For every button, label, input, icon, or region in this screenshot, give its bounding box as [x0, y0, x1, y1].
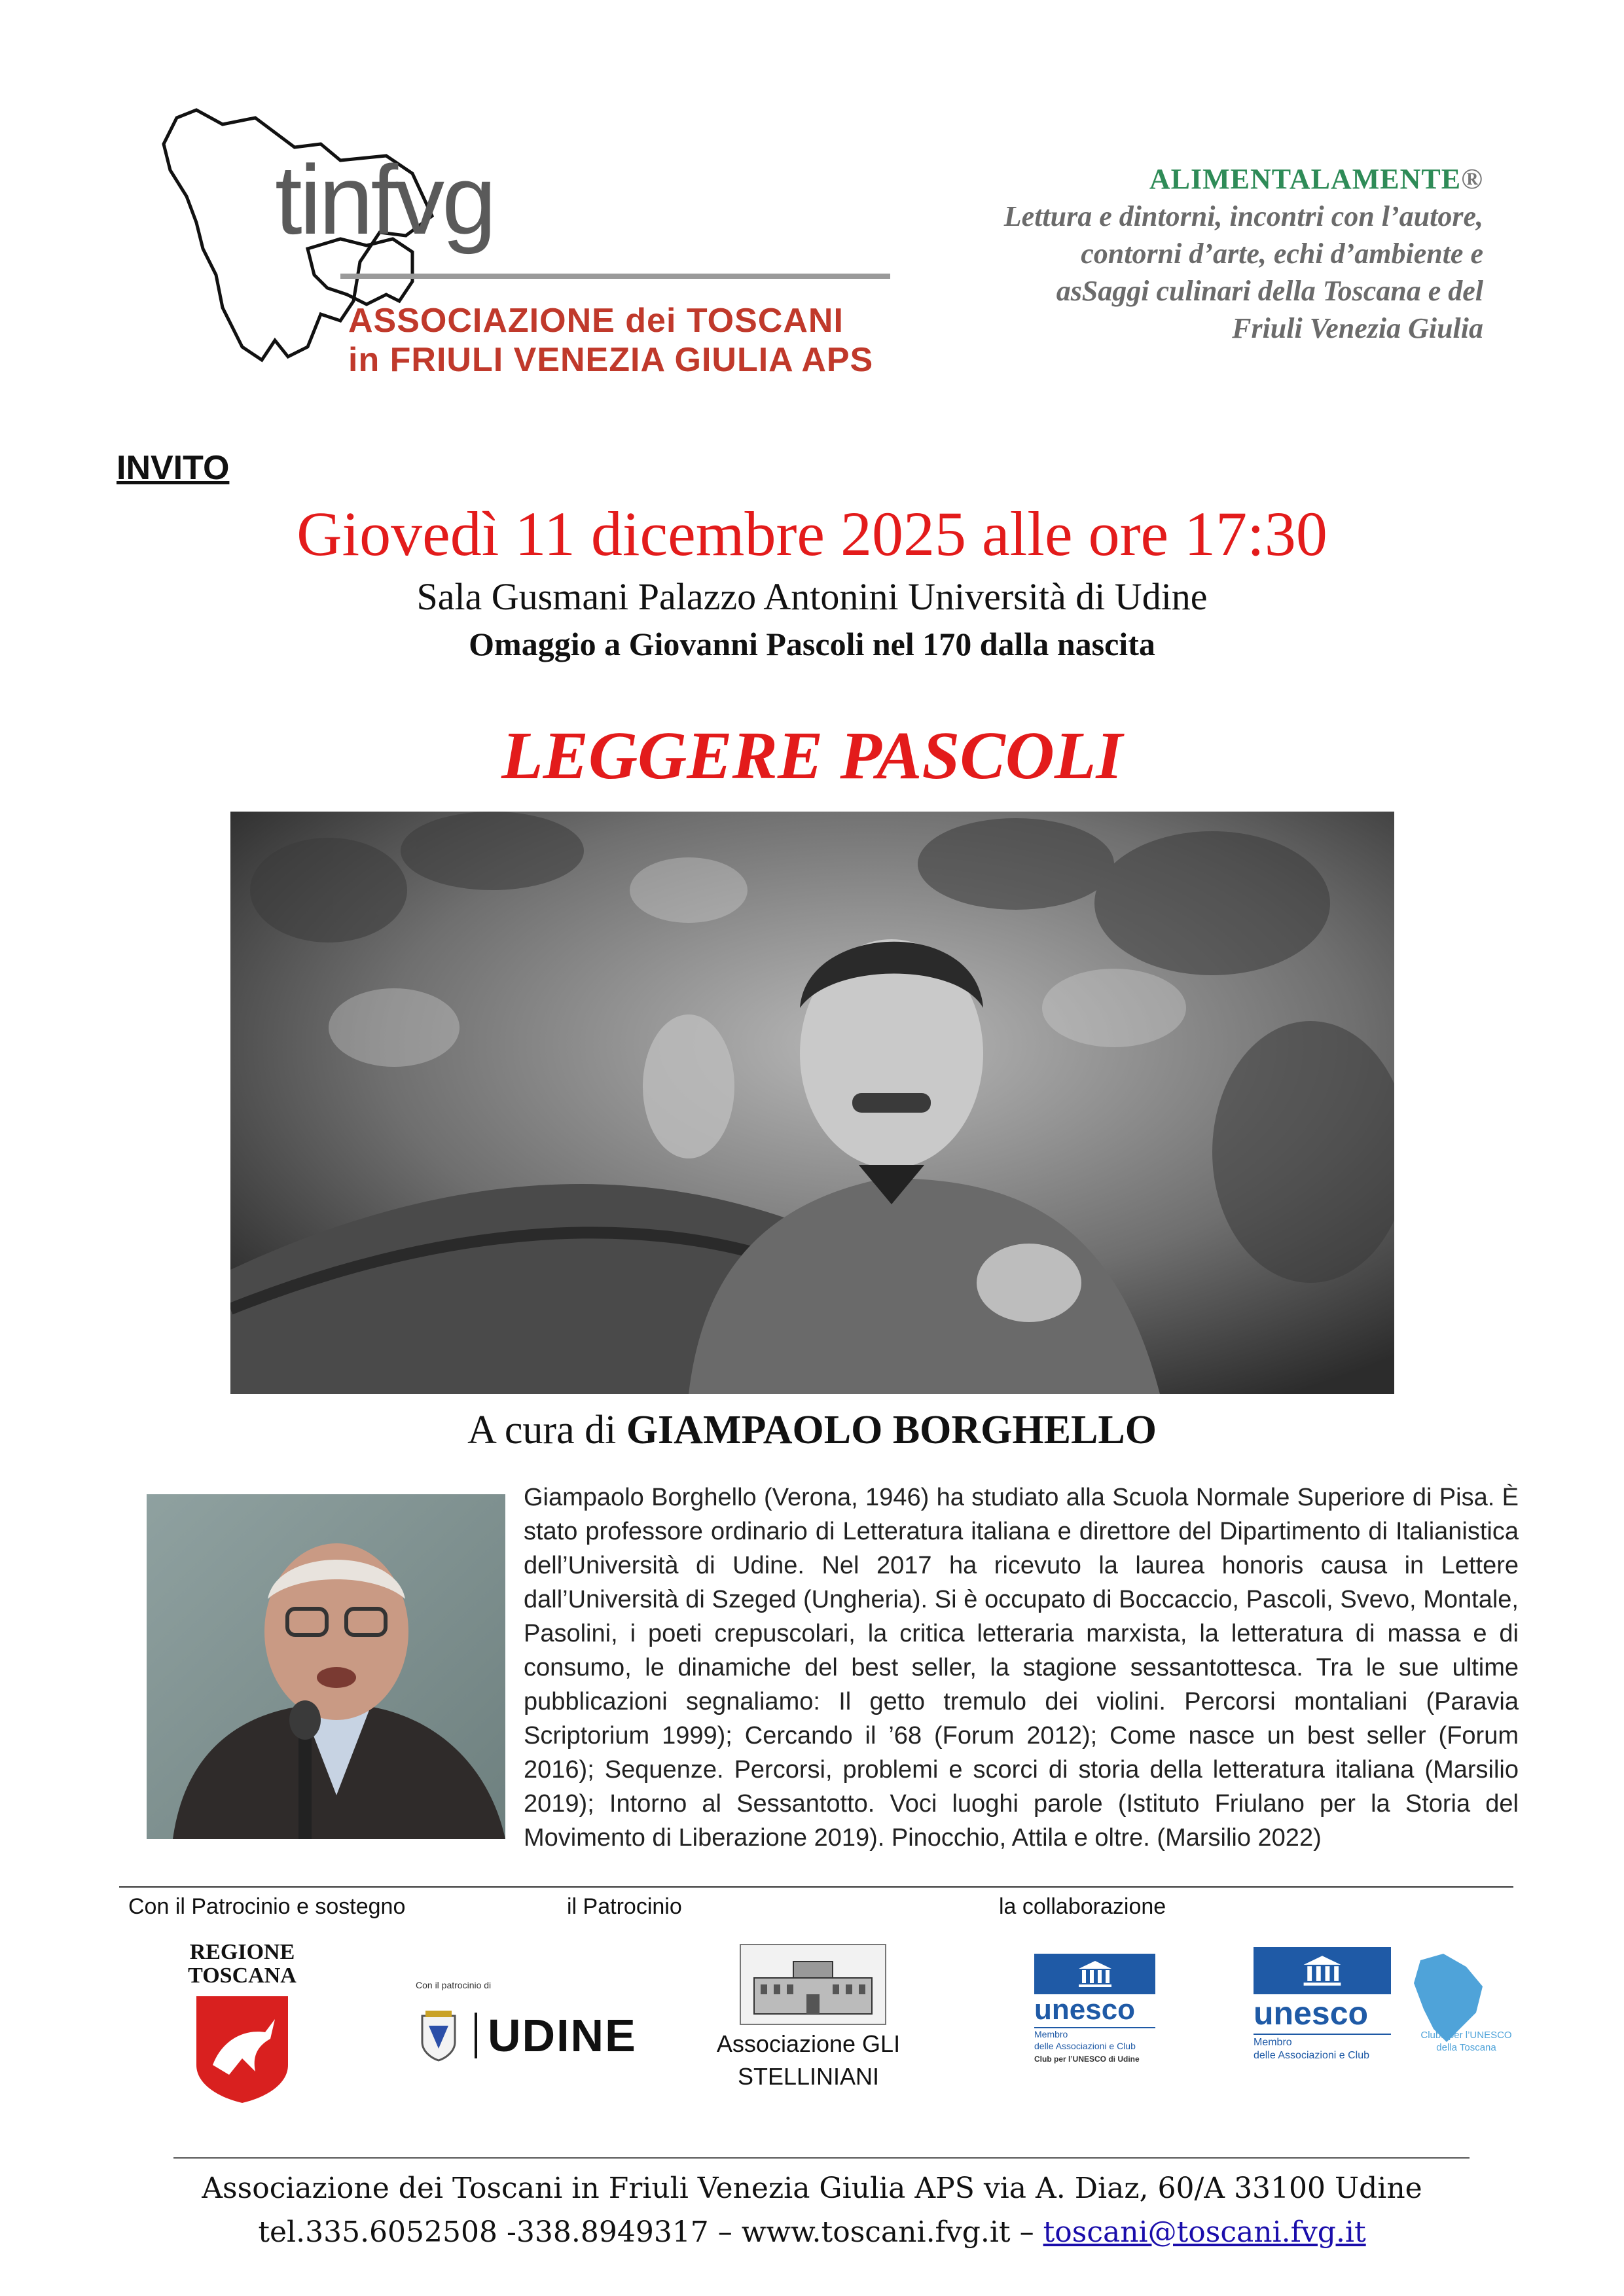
- sponsor-label-patronage: il Patrocinio: [567, 1894, 682, 1919]
- regione-line1: REGIONE: [189, 1940, 295, 1964]
- tagline-brand-part-a: ALIMENTAL: [1149, 163, 1331, 195]
- tagline-line: Friuli Venezia Giulia: [1232, 312, 1483, 344]
- udine-divider: [475, 2013, 477, 2058]
- footer-contacts: [0, 2215, 1624, 2249]
- stelliniani-line2: STELLINIANI: [737, 2063, 880, 2090]
- logo-line1: ASSOCIAZIONE dei TOSCANI: [348, 302, 844, 340]
- unesco2-sub2: delle Associazioni e Club: [1254, 2050, 1369, 2061]
- curator-prefix: A cura di: [467, 1408, 626, 1452]
- unesco-temple-icon: [1254, 1947, 1391, 1994]
- unesco-temple-icon: [1034, 1954, 1155, 1994]
- unesco2-side1: Clubs per l’UNESCO: [1420, 2030, 1512, 2041]
- tagline-line: contorni d’arte, echi d’ambiente e: [1081, 238, 1483, 270]
- footer-divider: [173, 2157, 1470, 2159]
- tagline-brand: [829, 160, 1483, 198]
- curator-line: [0, 1407, 1624, 1454]
- event-venue: Sala Gusmani Palazzo Antonini Università di Udine: [416, 575, 1208, 618]
- udine-name: UDINE: [488, 2010, 637, 2061]
- stelliniani-building-image: [740, 1944, 886, 2025]
- sponsor-label-collaboration: la collaborazione: [999, 1894, 1166, 1919]
- unesco1-sub1: Membro: [1034, 2029, 1068, 2039]
- tagline: [829, 160, 1483, 347]
- borghello-photo: [147, 1494, 505, 1839]
- event-homage: Omaggio a Giovanni Pascoli nel 170 dalla nascita: [469, 626, 1155, 662]
- sponsor-label-patronage-support: Con il Patrocinio e sostegno: [128, 1894, 406, 1919]
- footer-email-link[interactable]: toscani@toscani.fvg.it: [1043, 2215, 1366, 2249]
- logo-line2: in FRIULI VENEZIA GIULIA APS: [348, 341, 874, 379]
- registered-mark: ®: [1461, 163, 1483, 195]
- tagline-brand-part-b: AMENTE: [1331, 163, 1462, 195]
- event-title: LEGGERE PASCOLI: [501, 718, 1123, 793]
- udine-coat-of-arms-icon: [419, 2009, 458, 2062]
- pascoli-photo: [230, 812, 1394, 1394]
- pegasus-shield-icon: [193, 1993, 291, 2104]
- association-logo: [124, 98, 903, 406]
- stelliniani-label: [668, 2028, 949, 2093]
- unesco1-name: unesco: [1034, 1994, 1136, 2026]
- unesco2-name: unesco: [1254, 1995, 1369, 2032]
- tagline-line: Lettura e dintorni, incontri con l’autore,: [1003, 200, 1483, 232]
- tagline-line: asSaggi culinari della Toscana e del: [1056, 275, 1483, 307]
- unesco1-sub3: Club per l’UNESCO di Udine: [1034, 2054, 1140, 2064]
- invite-label: INVITO: [117, 449, 230, 487]
- comune-udine-logo: [412, 1980, 641, 2091]
- udine-patronage-note: Con il patrocinio di: [416, 1980, 492, 1990]
- regione-line2: TOSCANA: [188, 1964, 297, 1988]
- unesco-toscana-logo: [1254, 1947, 1528, 2078]
- unesco2-rule: [1254, 2034, 1391, 2035]
- unesco2-side2: della Toscana: [1436, 2042, 1496, 2053]
- logo-letters: tinfvg: [275, 145, 494, 255]
- footer-address: Associazione dei Toscani in Friuli Venezia Giulia APS via A. Diaz, 60/A 33100 Udine: [202, 2172, 1422, 2205]
- unesco2-side: [1404, 2029, 1528, 2054]
- event-date: Giovedì 11 dicembre 2025 alle ore 17:30: [297, 499, 1327, 569]
- regione-toscana-logo: [187, 1941, 298, 2109]
- footer-phone-web: tel.335.6052508 -338.8949317 – www.toscani.fvg.it –: [258, 2215, 1043, 2249]
- stelliniani-line1: Associazione GLI: [716, 2030, 901, 2057]
- unesco1-sub2: delle Associazioni e Club: [1034, 2041, 1136, 2051]
- divider: [119, 1886, 1513, 1888]
- curator-name: GIAMPAOLO BORGHELLO: [626, 1408, 1157, 1452]
- curator-bio: Giampaolo Borghello (Verona, 1946) ha studiato alla Scuola Normale Superiore di Pisa. È stato professore ordinario di Letteratura italiana e direttore del Dipartimento di Italianistica dell’Università di Udine. Nel 2017 ha ricevuto la laurea honoris causa in Lettere dall’Università di Szeged (Ungheria). Si è occupato di Boccaccio, Pascoli, Svevo, Montale, Pasolini, i poeti crepuscolari, la critica letteraria marxista, la letteratura di massa e di consumo, le dinamiche del best seller, la stagione sessantottesca. Tra le sue ultime pubblicazioni segnaliamo: Il getto tremulo dei violini. Percorsi montaliani (Paravia Scriptorium 1999); Cercando il ’68 (Forum 2012); Come nasce un best seller (Forum 2016); Sequenze. Percorsi, problemi e scorci di storia della letteratura italiana (Marsilio 2019); Intorno al Sessantotto. Voci luoghi parole (Istituto Friulano per la Storia del Movimento di Liberazione 2019). Pinocchio, Attila e oltre. (Marsilio 2022): [524, 1484, 1519, 1852]
- unesco2-sub1: Membro: [1254, 2037, 1292, 2048]
- unesco-udine-logo: [1034, 1954, 1172, 2066]
